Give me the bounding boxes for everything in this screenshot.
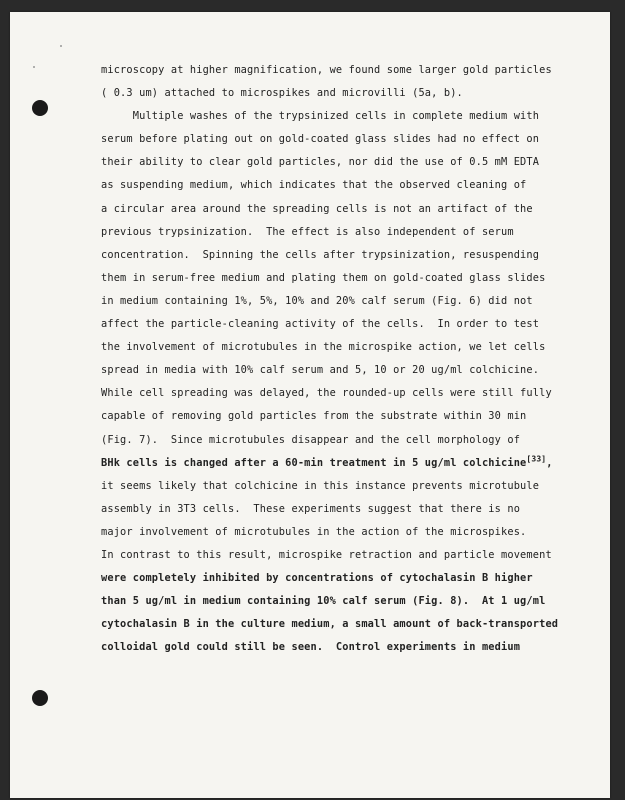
citation-superscript: [33] [526, 454, 547, 464]
text-line: the involvement of microtubules in the microspike action, we let cells [101, 341, 546, 354]
text-line: (Fig. 7). Since microtubules disappear and the cell morphology of [101, 433, 521, 446]
text-line: ( 0.3 um) attached to microspikes and microvilli (5a, b). [101, 87, 463, 100]
citation-comma: , [546, 456, 553, 469]
text-line: BHk cells is changed after a 60-min treatment in 5 ug/ml colchicine [101, 456, 527, 469]
text-line: microscopy at higher magnification, we found some larger gold particles [101, 64, 552, 76]
text-line: cytochalasin B in the culture medium, a small amount of back-transported [101, 618, 559, 631]
text-line: Multiple washes of the trypsinized cells in complete medium with [101, 110, 540, 123]
document-page [10, 12, 610, 798]
binder-hole-top [32, 100, 48, 116]
text-line: were completely inhibited by concentrations of cytochalasin B higher [101, 572, 533, 585]
text-line: capable of removing gold particles from the substrate within 30 min [101, 410, 527, 423]
text-line: them in serum-free medium and plating them on gold-coated glass slides [101, 271, 546, 284]
text-line: assembly in 3T3 cells. These experiments suggest that there is no [101, 502, 521, 515]
text-line: it seems likely that colchicine in this instance prevents microtubule [101, 479, 540, 492]
text-line: spread in media with 10% calf serum and 5, 10 or 20 ug/ml colchicine. [101, 364, 540, 377]
text-line: previous trypsinization. The effect is also independent of serum [101, 225, 514, 238]
text-line: major involvement of microtubules in the action of the microspikes. [101, 525, 527, 538]
text-line: than 5 ug/ml in medium containing 10% calf serum (Fig. 8). At 1 ug/ml [101, 595, 546, 608]
text-line: While cell spreading was delayed, the rounded-up cells were still fully [101, 387, 552, 400]
text-line: concentration. Spinning the cells after trypsinization, resuspending [101, 248, 540, 261]
text-line: in medium containing 1%, 5%, 10% and 20% calf serum (Fig. 6) did not [101, 294, 533, 307]
text-line: serum before plating out on gold-coated glass slides had no effect on [101, 133, 540, 146]
text-line: affect the particle-cleaning activity of the cells. In order to test [101, 318, 540, 331]
paper-speck [33, 66, 35, 68]
text-line: colloidal gold could still be seen. Control experiments in medium [101, 641, 521, 654]
paper-speck [60, 45, 62, 47]
text-line-with-citation [101, 452, 553, 475]
text-line: their ability to clear gold particles, nor did the use of 0.5 mM EDTA [101, 156, 540, 169]
text-line: a circular area around the spreading cells is not an artifact of the [101, 202, 533, 215]
text-line: In contrast to this result, microspike retraction and particle movement [101, 548, 552, 561]
body-text [101, 59, 559, 659]
binder-hole-bottom [32, 690, 48, 706]
text-line: as suspending medium, which indicates that the observed cleaning of [101, 179, 527, 192]
